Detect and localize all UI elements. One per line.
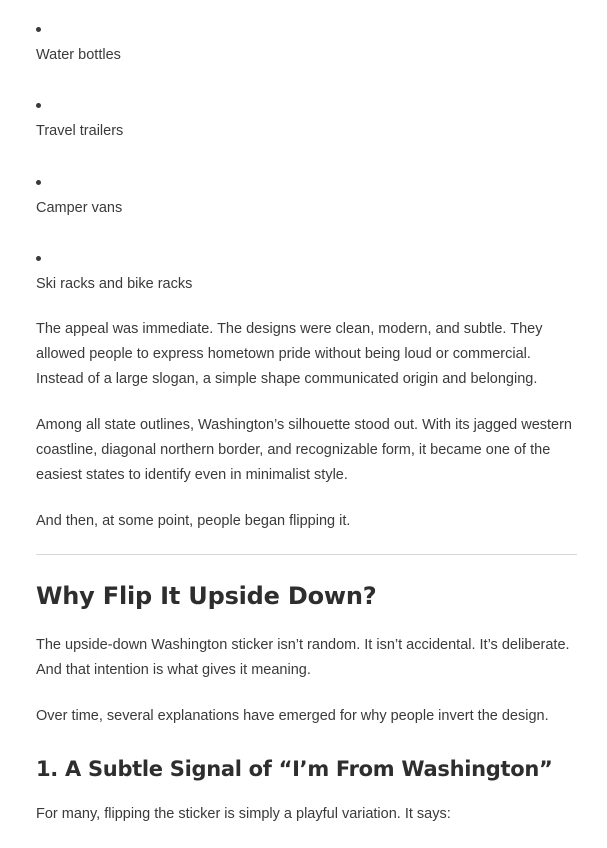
section-divider [36, 554, 577, 555]
paragraph-explanations: Over time, several explanations have emerged for why people invert the design. [36, 708, 549, 724]
list-item-text: Water bottles [36, 47, 121, 63]
list-item [36, 153, 577, 229]
list-item [36, 229, 577, 305]
bullet-icon [36, 256, 41, 261]
paragraph-flipping: And then, at some point, people began flipping it. [36, 513, 351, 529]
paragraph-playful: For many, flipping the sticker is simply a playful variation. It says: [36, 806, 451, 822]
paragraph-silhouette: Among all state outlines, Washington’s silhouette stood out. With its jagged western coastline, diagonal northern border, and recognizable form, it became one of the easiest states to identify even in minimalist style. [36, 417, 572, 483]
list-item [36, 0, 577, 76]
bullet-icon [36, 180, 41, 185]
list-item-text: Travel trailers [36, 123, 124, 139]
section-heading: Why Flip It Upside Down? [36, 582, 377, 610]
list-item-text: Camper vans [36, 200, 123, 216]
list-item-text: Ski racks and bike racks [36, 276, 193, 292]
paragraph-appeal: The appeal was immediate. The designs were clean, modern, and subtle. They allowed people to express hometown pride without being loud or commercial. Instead of a large slogan, a simple shape communicated origin and belonging. [36, 321, 543, 387]
bullet-icon [36, 27, 41, 32]
paragraph-deliberate: The upside-down Washington sticker isn’t random. It isn’t accidental. It’s deliberate. And that intention is what gives it meaning. [36, 637, 570, 678]
subsection-heading: 1. A Subtle Signal of “I’m From Washington” [36, 757, 553, 781]
list-item [36, 76, 577, 152]
bullet-icon [36, 103, 41, 108]
